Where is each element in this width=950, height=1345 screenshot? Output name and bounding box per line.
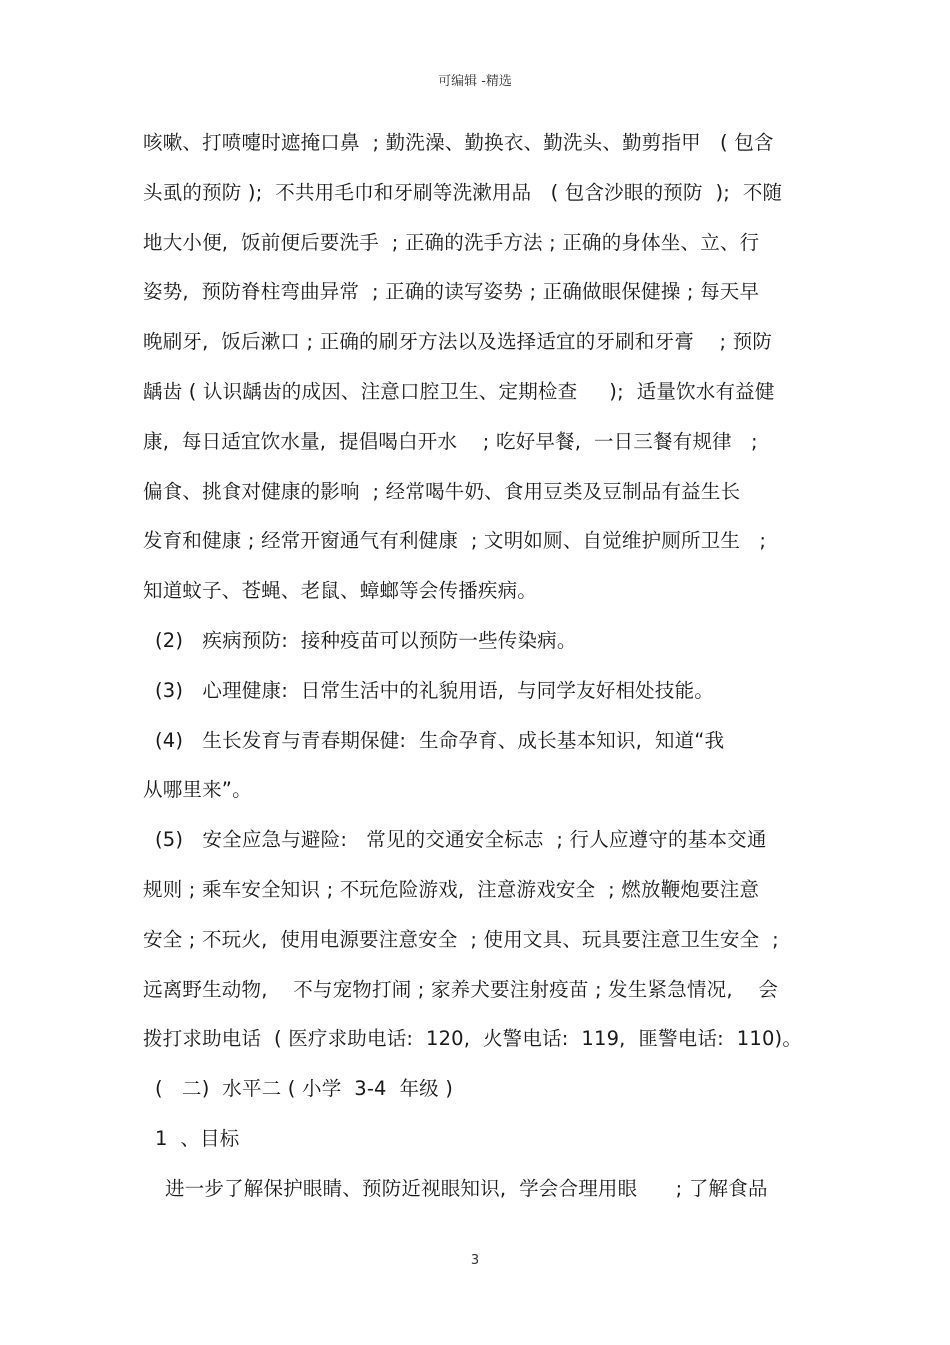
text-line: 进一步了解保护眼睛、预防近视眼知识, 学会合理用眼 ; 了解食品 [165,1176,768,1200]
text-line: 咳嗽、打喷嚏时遮掩口鼻 ; 勤洗澡、勤换衣、勤洗头、勤剪指甲 ( 包含 [143,131,774,154]
subsection-heading-goals: 1 、目标 [155,1126,240,1150]
text-line: 发育和健康 ; 经常开窗通气有利健康 ; 文明如厕、自觉维护厕所卫生 ; [143,529,767,553]
text-line: 姿势, 预防脊柱弯曲异常 ; 正确的读写姿势 ; 正确做眼保健操 ; 每天早 [143,280,760,304]
text-line: 晚刷牙, 饭后漱口 ; 正确的刷牙方法以及选择适宜的牙刷和牙膏 ; 预防 [143,330,773,354]
text-line: 龋齿 ( 认识龋齿的成因、注意口腔卫生、定期检查 ); 适量饮水有益健 [143,379,775,403]
text-line: 偏食、挑食对健康的影响 ; 经常喝牛奶、食用豆类及豆制品有益生长 [143,479,741,503]
text-line: 知道蚊子、苍蝇、老鼠、蟑螂等会传播疾病。 [143,579,538,603]
list-item-growth: (4) 生长发育与青春期保健: 生命孕育、成长基本知识, 知道“我 [155,728,725,752]
text-line: 头虱的预防 ); 不共用毛巾和牙刷等洗漱用品 ( 包含沙眼的预防 ); 不随 [143,180,783,204]
text-line: 安全 ; 不玩火, 使用电源要注意安全 ; 使用文具、玩具要注意卫生安全 ; [143,927,779,951]
section-heading-level2: ( 二) 水平二 ( 小学 3-4 年级 ) [155,1077,454,1101]
text-line: 康, 每日适宜饮水量, 提倡喝白开水 ; 吃好早餐, 一日三餐有规律 ; [143,429,758,453]
page-header: 可编辑 -精选 [438,74,512,89]
text-line: 远离野生动物, 不与宠物打闹 ; 家养犬要注射疫苗 ; 发生紧急情况, 会 [143,977,779,1001]
text-line: 规则 ; 乘车安全知识 ; 不玩危险游戏, 注意游戏安全 ; 燃放鞭炮要注意 [143,877,760,901]
list-item-disease-prevention: (2) 疾病预防: 接种疫苗可以预防一些传染病。 [155,628,577,652]
text-line: 拨打求助电话 ( 医疗求助电话: 120, 火警电话: 119, 匪警电话: 110)。 [143,1027,803,1051]
list-item-safety: (5) 安全应急与避险: 常见的交通安全标志 ; 行人应遵守的基本交通 [155,828,767,852]
list-item-mental-health: (3) 心理健康: 日常生活中的礼貌用语, 与同学友好相处技能。 [155,678,714,702]
document-body [143,118,813,1214]
text-line: 从哪里来”。 [143,778,252,802]
page-number: 3 [470,1253,480,1268]
text-line: 地大小便, 饭前便后要洗手 ; 正确的洗手方法 ; 正确的身体坐、立、行 [143,230,760,254]
